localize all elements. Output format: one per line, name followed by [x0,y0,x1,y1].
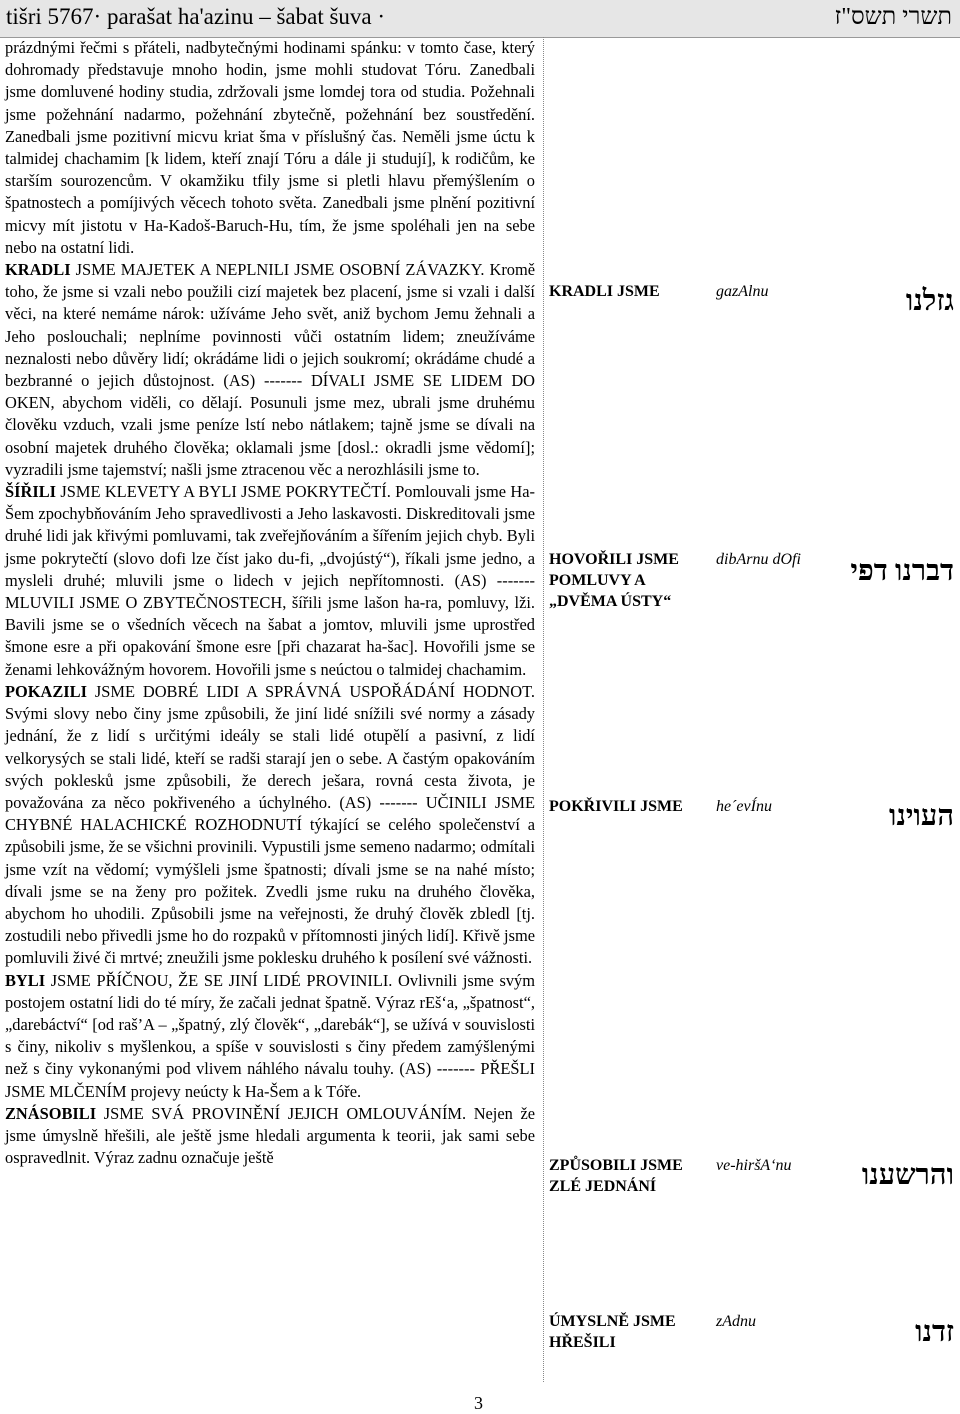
paragraph-znasobili [5,1103,535,1170]
side-translit-5: zAdnu [716,1313,756,1330]
paragraph-byli-text: JSME PŘÍČNOU, ŽE SE JINÍ LIDÉ PROVINILI. Ovlivnili jsme svým postojem ostatní lidi do té míry, že začali jednat špatně. Výraz rEš‘a, „špatnost“, „darebáctví“ [od raš’A – „špatný, zlý člověk“, „darebák“], se užívá v souvislosti s činy, nikoliv s myšlenkou, a spíše v souvislosti s činy předem zamýšlenými než s činy vykonanými pod vlivem náhlého návalu touhy. (AS) ------- PŘEŠLI JSME MLČENÍM projevy neúcty k Ha-Šem a k Tóře. [5,970,535,1101]
side-translit-2: dibArnu dOfi [716,551,801,568]
page-number: 3 [474,1393,483,1413]
side-czech-2: HOVOŘILI JSME POMLUVY A „DVĚMA ÚSTY“ [549,551,679,610]
paragraph-sirili [5,481,535,681]
header-title-hebrew: תשרי תשס"ז [834,4,952,30]
paragraph-kradli-text: JSME MAJETEK A NEPLNILI JSME OSOBNÍ ZÁVAZKY. Kromě toho, že jsme si vzali nebo použili cizí majetek bez placení, jsme si vzali i další věci, na které nemáme nárok: užíváme Jeho svět, aniž bychom Jemu žehnali a Jeho poslouchali; neplníme povinnosti vůči ostatním lidem; zneužíváme neznalosti nebo důvěry lidí; okrádáme lidi o jejich soukromí; okrádáme chudé a bezbranné o jejich důstojnost. (AS) ------- DÍVALI JSME SE LIDEM DO OKEN, abychom viděli, co dělají. Posunuli jsme mez, ubrali jsme druhému člověku vzduch, vzali jsme peníze lstí nebo nátlakem; tajně jsme se dívali na osobní majetek druhého člověka; oklamali jsme [dosl.: okradli jsme vědomí]; vyzradili jsme tajemství; našli jsme ztracenou věc a nerozhlásili jsme to. [5,260,535,479]
side-czech-4: ZPŮSOBILI JSME ZLÉ JEDNÁNÍ [549,1157,683,1195]
side-translit-1: gazAlnu [716,283,769,300]
page-header [0,0,960,38]
paragraph-sirili-text: JSME KLEVETY A BYLI JSME POKRYTEČTÍ. Pomlouvali jsme Ha-Šem zpochybňováním Jeho spravedlivosti a Jeho laskavosti. Diskreditovali jsme druhé lidi jak křivými pomluvami, tak zveřejňováním a šířením jejich chyb. Byli jsme pokrytečtí (slovo dofi lze číst jako du-fi, „dvojústý“), říkali jsme jedno, a mysleli druhé; mluvili jsme o lidech v jejich nepřítomnosti. (AS) ------- MLUVILI JSME O ZBYTEČNOSTECH, šířili jsme lašon ha-ra, pomluvy, lži. Bavili jsme se o všedních věcech na šabat a jomtov, mluvili jsme uprostřed šmone esre a při opakování šmone esre [při chazarat ha-šac]. Hovořili jsme se ženami lehkovážným hovorem. Hovořili jsme s neúctou o talmidej chachamim. [5,482,535,679]
side-czech-1: KRADLI JSME [549,283,660,300]
header-title-latin: tišri 5767· parašat ha'azinu – šabat šuva · [6,4,386,29]
keyword-kradli: KRADLI [5,260,71,280]
paragraph-intro: prázdnými řečmi s přáteli, nadbytečnými hodinami spánku: v tomto čase, který dohromady představuje mnoho hodin, jsme mohli studovat Tóru. Zanedbali jsme domluvené hodiny studia, zdržovali jsme lomdej tora od studia. Požehnali jsme požehnání nadarmo, požehnání zbytečně, požehnání bez soustředění. Zanedbali jsme pozitivní micvu kriat šma v příslušný čas. Neměli jsme úctu k talmidej chachamim [k lidem, kteří znají Tóru a dále ji studují], k rodičům, ke starším sourozencům. V okamžiku tfily jsme si pletli hlavu přemýšlením o špatnostech a pomíjivých věcech tohoto světa. Zanedbali jsme plnění pozitivní micvy mít jistotu v Ha-Kadoš-Baruch-Hu, tím, že jsme spoléhali jen na sebe nebo na ostatní lidi. [5,38,535,257]
paragraph-byli [5,970,535,1103]
keyword-znasobili: ZNÁSOBILI [5,1103,97,1123]
side-hebrew-1: גזלנו [905,285,954,317]
side-czech-5: ÚMYSLNĚ JSME HŘEŠILI [549,1313,676,1351]
keyword-pokazili: POKAZILI [5,681,87,701]
paragraph-pokazili-text: JSME DOBRÉ LIDI A SPRÁVNÁ USPOŘÁDÁNÍ HODNOT. Svými slovy nebo činy jsme způsobili, že jiní lidé snížili své normy a zásady jednání, že z lidí s určitými ideály se stali lidé otupělí a pasivní, z lidí velkorysých se stali lidé, kteří se radši starají jen o sebe. A častým opakováním svých poklesků jsme způsobili, že derech ješara, rovná cesta života, je považována za něco pokřiveného a úchylného. (AS) ------- UČINILI JSME CHYBNÉ HALACHICKÉ ROZHODNUTÍ týkající se celého společenství a způsobili jsme, že se všichni provinili. Vypustili jsme semeno nadarmo; odmítali jsme vzít na vědomí; vymýšleli jsme špatnosti; dívali jsme se na nahé místo; dívali jsme se na ženy pro požitek. Zvedli jsme ruku na druhého člověka, abychom ho uhodili. Způsobili jsme na veřejnosti, že druhý člověk zbledl [tj. zostudili nebo přivedli jsme ho do rozpaků v přítomnosti jiných lidí]. Křivě jsme pomluvili živé či mrtvé; zneužili jsme poklesku druhého k posílení své vážnosti. [5,681,535,968]
side-hebrew-2: דברנו דפי [850,555,954,587]
paragraph-znasobili-text: JSME SVÁ PROVINĚNÍ JEJICH OMLOUVÁNÍM. Nejen že jsme úmyslně hřešili, ale ještě jsme hledali argumenta k teorii, jak sami sebe ospravedlnit. Výraz zadnu označuje ještě [5,1103,535,1168]
column-divider [543,37,544,1382]
paragraph-pokazili [5,681,535,970]
main-text-column [5,37,535,1169]
keyword-sirili: ŠÍŘILI [5,482,57,502]
keyword-byli: BYLI [5,970,46,990]
side-translit-4: ve-hiršA‘nu [716,1157,792,1174]
side-czech-3: POKŘIVILI JSME [549,798,683,815]
side-hebrew-3: העוינו [889,800,954,832]
side-translit-3: he´evÍnu [716,798,772,815]
paragraph-kradli [5,259,535,481]
side-hebrew-5: זדנו [915,1316,954,1348]
side-hebrew-4: והרשענו [861,1159,954,1191]
